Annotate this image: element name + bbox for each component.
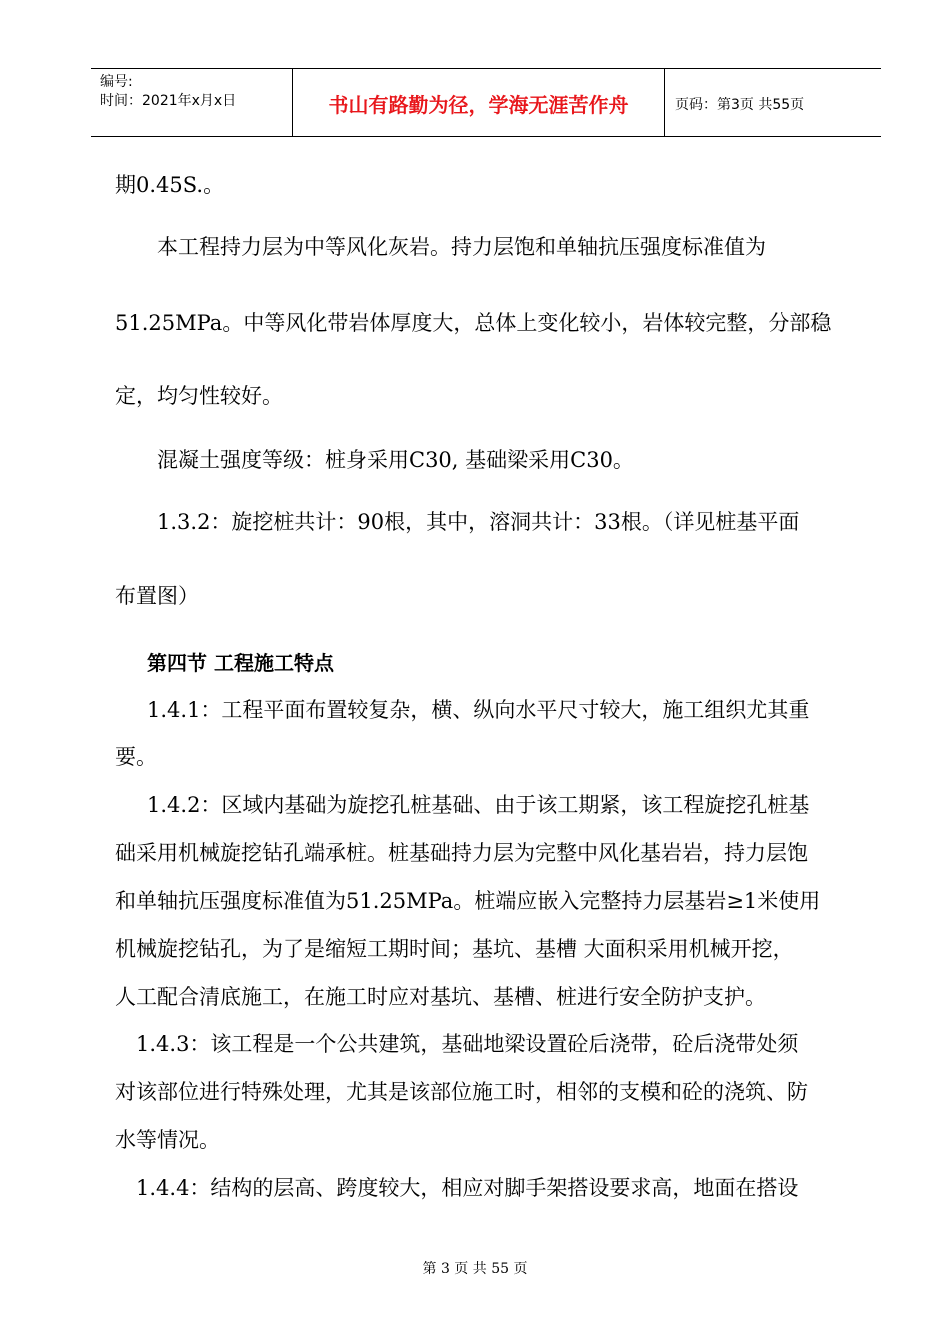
text-line: 本工程持力层为中等风化灰岩。持力层饱和单轴抗压强度标准值为 (157, 235, 766, 259)
text-line: 人工配合清底施工，在施工时应对基坑、基槽、桩进行安全防护支护。 (115, 985, 766, 1009)
text-line: 础采用机械旋挖钻孔端承桩。桩基础持力层为完整中风化基岩岩，持力层饱 (115, 841, 808, 865)
text-line: 1.4.2：区域内基础为旋挖孔桩基础、由于该工期紧，该工程旋挖孔桩基 (147, 793, 810, 817)
page-footer: 第 3 页 共 55 页 (422, 1261, 528, 1277)
header-page-cell (665, 69, 881, 136)
text-line: 机械旋挖钻孔，为了是缩短工期时间；基坑、基槽 大面积采用机械开挖， (115, 937, 794, 961)
text-line: 期0.45S.。 (115, 173, 225, 197)
header-motto-cell (293, 69, 665, 136)
text-line: 混凝土强度等级：桩身采用C30, 基础梁采用C30。 (157, 448, 634, 472)
page-header (91, 68, 881, 137)
text-line: 1.4.4：结构的层高、跨度较大，相应对脚手架搭设要求高，地面在搭设 (136, 1176, 799, 1200)
text-line: 1.3.2：旋挖桩共计：90根，其中，溶洞共计：33根。（详见桩基平面 (157, 510, 800, 534)
header-date: 时间：2021年x月x日 (100, 93, 237, 109)
header-motto: 书山有路勤为径，学海无涯苦作舟 (328, 93, 629, 117)
text-line: 布置图） (115, 584, 199, 608)
text-line: 定，均匀性较好。 (115, 384, 283, 408)
text-line: 水等情况。 (115, 1128, 220, 1152)
header-meta-cell (91, 69, 293, 136)
text-line: 和单轴抗压强度标准值为51.25MPa。桩端应嵌入完整持力层基岩≥1米使用 (115, 889, 821, 913)
text-line: 1.4.1：工程平面布置较复杂，横、纵向水平尺寸较大，施工组织尤其重 (147, 698, 810, 722)
section-heading: 第四节 工程施工特点 (147, 651, 334, 675)
text-line: 要。 (115, 745, 157, 769)
text-line: 51.25MPa。中等风化带岩体厚度大，总体上变化较小，岩体较完整，分部稳 (115, 311, 832, 335)
text-line: 对该部位进行特殊处理，尤其是该部位施工时，相邻的支模和砼的浇筑、防 (115, 1080, 808, 1104)
text-line: 1.4.3：该工程是一个公共建筑，基础地梁设置砼后浇带，砼后浇带处须 (136, 1032, 799, 1056)
header-code-label: 编号: (100, 74, 133, 90)
header-page-label: 页码：第3页 共55页 (675, 97, 805, 113)
